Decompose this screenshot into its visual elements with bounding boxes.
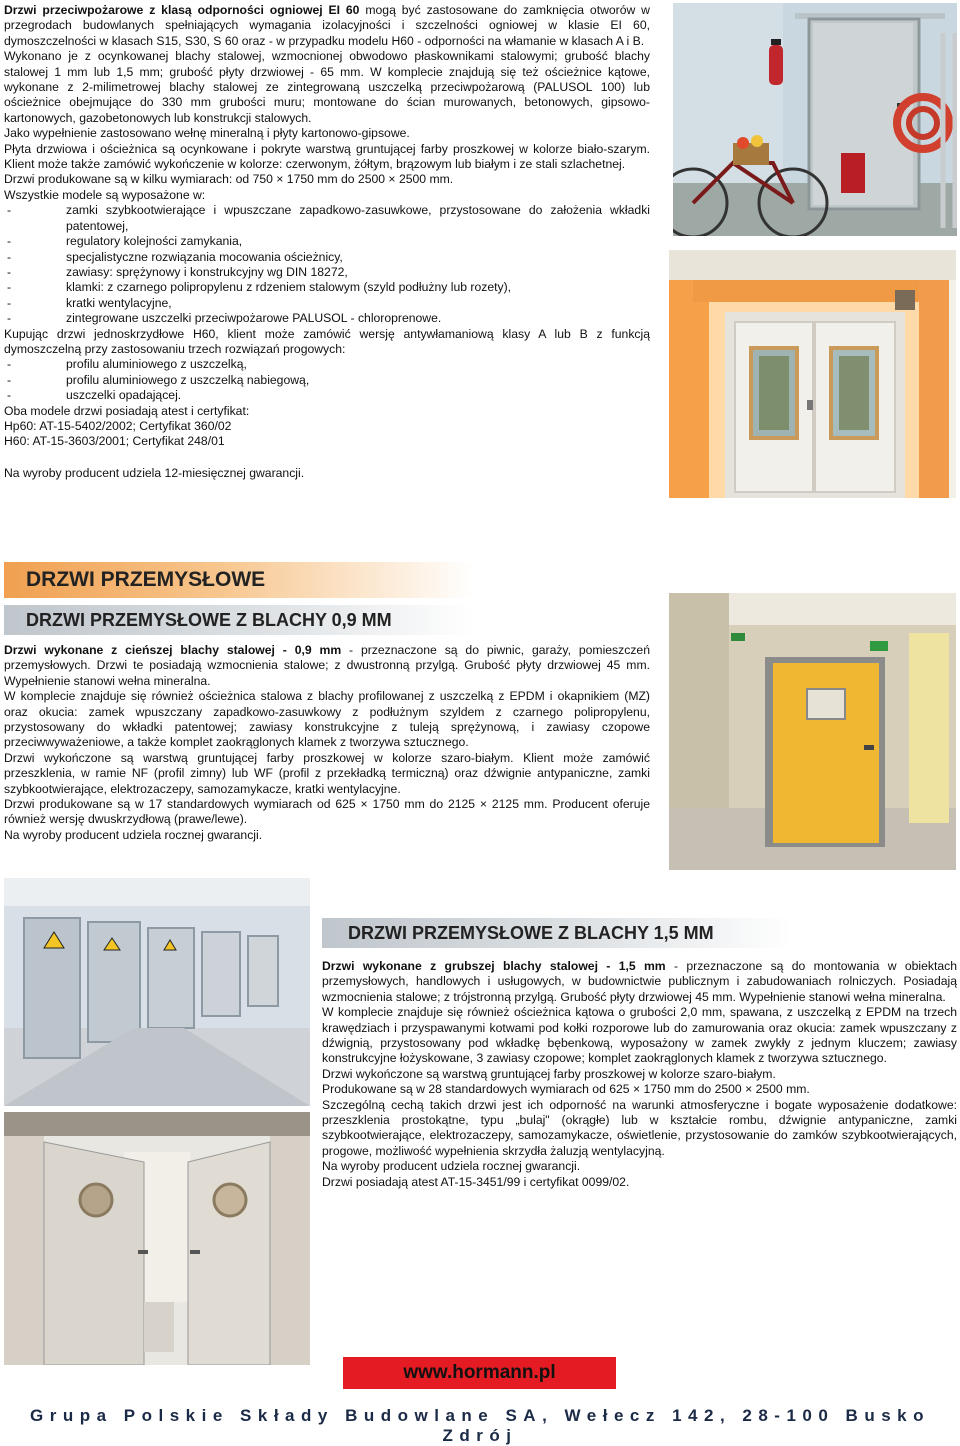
intro-rest: mogą być zastosowane do zamknięcia otworów w przegrodach budowlanych spełniających wymagania izolacyjności i szczelności ogniowej w klasie EI 60, dymoszczelności w klasach S15, S30, S 60 oraz - w przypadku modelu H60 - odporności na włamanie w klasach A i B. xyxy=(4,3,650,48)
construction-paragraph: Wykonano je z ocynkowanej blachy stalowej, wzmocnionej obwodowo płaskownikami stalowymi; grubość blachy stalowej 1 mm lub 1,5 mm; grubość płyty drzwiowej - 65 mm. W komplecie znajdują się też ościeżnice kątowe, wykonane z 2-milimetrowej blachy stalowej ze zintegrowaną uszczelką przeciwpożarową (PALUSOL 100) lub ościeżnice obejmujące do 330 mm grubości muru; montowane do ścian murowanych, betonowych, gipsowo-kartonowych, gazobetonowych lub konstrukcji stalowych. xyxy=(4,49,650,125)
industrial-paragraph xyxy=(4,643,650,689)
list-item: - profilu aluminiowego z uszczelką, xyxy=(4,357,650,372)
website-link[interactable] xyxy=(343,1357,616,1389)
sizes-paragraph: Drzwi produkowane są w kilku wymiarach: od 750 × 1750 mm do 2500 × 2500 mm. xyxy=(4,172,454,187)
cert-line: H60: AT-15-3603/2001; Certyfikat 248/01 xyxy=(4,434,225,449)
photo-grey-door-bicycle xyxy=(673,3,957,236)
spacer xyxy=(4,450,650,466)
cert-intro: Oba modele drzwi posiadają atest i certyfikat: xyxy=(4,403,250,418)
heading-text: DRZWI PRZEMYSŁOWE xyxy=(26,568,266,591)
thin-sheet-heading xyxy=(4,605,474,635)
thick-finish-paragraph: Drzwi wykończone są warstwą gruntującej farby proszkowej w kolorze szaro-białym. xyxy=(322,1066,776,1081)
thick-warranty-paragraph: Na wyroby producent udziela rocznej gwarancji. xyxy=(322,1159,581,1174)
equipment-intro: Wszystkie modele są wyposażone w: xyxy=(4,187,206,202)
intro-lead: Drzwi przeciwpożarowe z klasą odporności ogniowej EI 60 xyxy=(4,3,360,17)
intro-paragraph xyxy=(4,3,650,49)
industrial-equipment-paragraph: W komplecie znajduje się również ościeżnica stalowa z blachy profilowanej z uszczelką z EPDM i okapnikiem (MZ) oraz okucia: zamek wpuszczany zapadkowo-zasuwkowy z podłużnym szyldem z czarnego polipropylenu, przystosowany do wkładki patentowej; zawiasy konstrukcyjne z tuleją sprężynową, i zawiasy czopowe przeciwwyważeniowe, a także komplet zaokrąglonych klamek z tworzywa sztucznego. xyxy=(4,689,650,750)
industrial-warranty-paragraph: Na wyroby producent udziela rocznej gwarancji. xyxy=(4,827,263,842)
cert-line: Hp60: AT-15-5402/2002; Certyfikat 360/02 xyxy=(4,418,232,433)
thick-sizes-paragraph: Produkowane są w 28 standardowych wymiarach od 625 × 1750 mm do 2500 × 2500 mm. xyxy=(322,1082,810,1097)
filling-paragraph: Jako wypełnienie zastosowano wełnę mineralną i płyty kartonowo-gipsowe. xyxy=(4,126,410,141)
finish-paragraph: Płyta drzwiowa i ościeżnica są ocynkowane i pokryte warstwą gruntującej farby proszkowej w kolorze biało-szarym. Klient może także zamówić wykończenie w kolorze: czerwonym, żółtym, brązowym lub białym i ze stali szlachetnej. xyxy=(4,141,650,172)
list-item: - klamki: z czarnego polipropylenu z rdzeniem stalowym (szyld podłużny lub rozety), xyxy=(4,280,650,295)
website-text[interactable]: www.hormann.pl xyxy=(403,1362,556,1383)
threshold-list xyxy=(4,357,650,403)
list-item: - profilu aluminiowego z uszczelką nabiegową, xyxy=(4,373,650,388)
industrial-lead: Drzwi wykonane z cieńszej blachy stalowej - 0,9 mm xyxy=(4,643,342,657)
industrial-doors-text xyxy=(4,643,650,843)
photo-porthole-doors xyxy=(4,1112,310,1365)
thick-sheet-heading xyxy=(322,918,792,948)
list-item: - zawiasy: sprężynowy i konstrukcyjny wg DIN 18272, xyxy=(4,265,650,280)
thick-lead: Drzwi wykonane z grubszej blachy stalowej - 1,5 mm xyxy=(322,959,666,973)
fire-doors-text xyxy=(4,3,650,481)
list-item: - zintegrowane uszczelki przeciwpożarowe PALUSOL - chloroprenowe. xyxy=(4,311,650,326)
equipment-list xyxy=(4,203,650,326)
h60-paragraph: Kupując drzwi jednoskrzydłowe H60, klient może zamówić wersję antywłamaniową klasy A lub B z funkcją dymoszczelną przy zastosowaniu trzech rozwiązań progowych: xyxy=(4,326,650,356)
heading-text: DRZWI PRZEMYSŁOWE Z BLACHY 1,5 MM xyxy=(348,923,714,943)
thick-sheet-text xyxy=(322,959,957,1190)
photo-yellow-door xyxy=(669,593,956,870)
industrial-rest: - przeznaczone są do piwnic, garaży, pomieszczeń przemysłowych. Drzwi te posiadają wzmocnienia stalowe; z dwustronną przylgą. Grubość płyty drzwiowej 45 mm. Wypełnienie stanowi wełna mineralna. xyxy=(4,643,650,688)
thick-features-paragraph: Szczególną cechą takich drzwi jest ich odporność na warunki atmosferyczne i bogate wyposażenie dodatkowe: przeszklenia prostokątne, typu „bulaj" (okrągłe) lub w kształcie rombu, dźwignie antypaniczne, zamki szybkootwierające, elektrozaczepy, samozamykacze, oświetlenie, przystosowanie do zamków szybkootwierających, progowe, możliwość wypełnienia skrzydła żaluzją wentylacyjną. xyxy=(322,1097,957,1158)
industrial-sizes-paragraph: Drzwi produkowane są w 17 standardowych wymiarach od 625 × 1750 mm do 2125 × 2125 mm. Producent oferuje również wersję dwuskrzydłową (prawe/lewe). xyxy=(4,797,650,827)
list-item: - kratki wentylacyjne, xyxy=(4,296,650,311)
heading-text: DRZWI PRZEMYSŁOWE Z BLACHY 0,9 MM xyxy=(26,610,392,630)
thick-paragraph xyxy=(322,959,957,1005)
thick-equipment-paragraph: W komplecie znajduje się również ościeżnica kątowa o grubości 2,0 mm, spawana, z uszczelką z EPDM na trzech krawędziach i przyspawanymi kotwami pod kołki rozporowe lub do zamurowania oraz okucia: zamek wpuszczany z dźwignią, przystosowany pod wkładkę bębenkową, wyposażony w zamek zwykły z jednym kluczem; zawiasy konstrukcyjne łożyskowane, 3 zawiasy czopowe; komplet zaokrąglonych klamek z tworzywa sztucznego. xyxy=(322,1005,957,1066)
list-item: - uszczelki opadającej. xyxy=(4,388,650,403)
industrial-doors-heading xyxy=(4,562,474,598)
warranty-paragraph: Na wyroby producent udziela 12-miesięcznej gwarancji. xyxy=(4,465,305,480)
footer-address: Grupa Polskie Składy Budowlane SA, Wełecz 142, 28-100 Busko Zdrój xyxy=(30,1406,930,1445)
list-item: - specjalistyczne rozwiązania mocowania ościeżnicy, xyxy=(4,250,650,265)
photo-corridor-doors xyxy=(4,878,310,1106)
thick-cert-paragraph: Drzwi posiadają atest AT-15-3451/99 i certyfikat 0099/02. xyxy=(322,1174,630,1189)
industrial-finish-paragraph: Drzwi wykończone są warstwą gruntującej farby proszkowej w kolorze szaro-białym. Klient może zamówić przeszklenia, w ramie NF (profil zimny) lub WF (profil z przekładką termiczną) oraz dźwignie antypaniczne, zamki szybkootwierające, elektrozaczepy, samozamykacze, kratki wentylacyjne. xyxy=(4,750,650,796)
thick-rest: - przeznaczone są do montowania w obiektach przemysłowych, handlowych i usługowych, w budownictwie publicznym i zabudowaniach rolniczych. Posiadają wzmocnienia stalowe; z trójstronną przylgą. Grubość płyty drzwiowej 45 mm. Wypełnienie stanowi wełna mineralna. xyxy=(322,959,957,1004)
photo-orange-frame-doors xyxy=(669,250,956,498)
list-item: - zamki szybkootwierające i wpuszczane zapadkowo-zasuwkowe, przystosowane do założenia wkładki patentowej, xyxy=(4,203,650,234)
list-item: - regulatory kolejności zamykania, xyxy=(4,234,650,249)
